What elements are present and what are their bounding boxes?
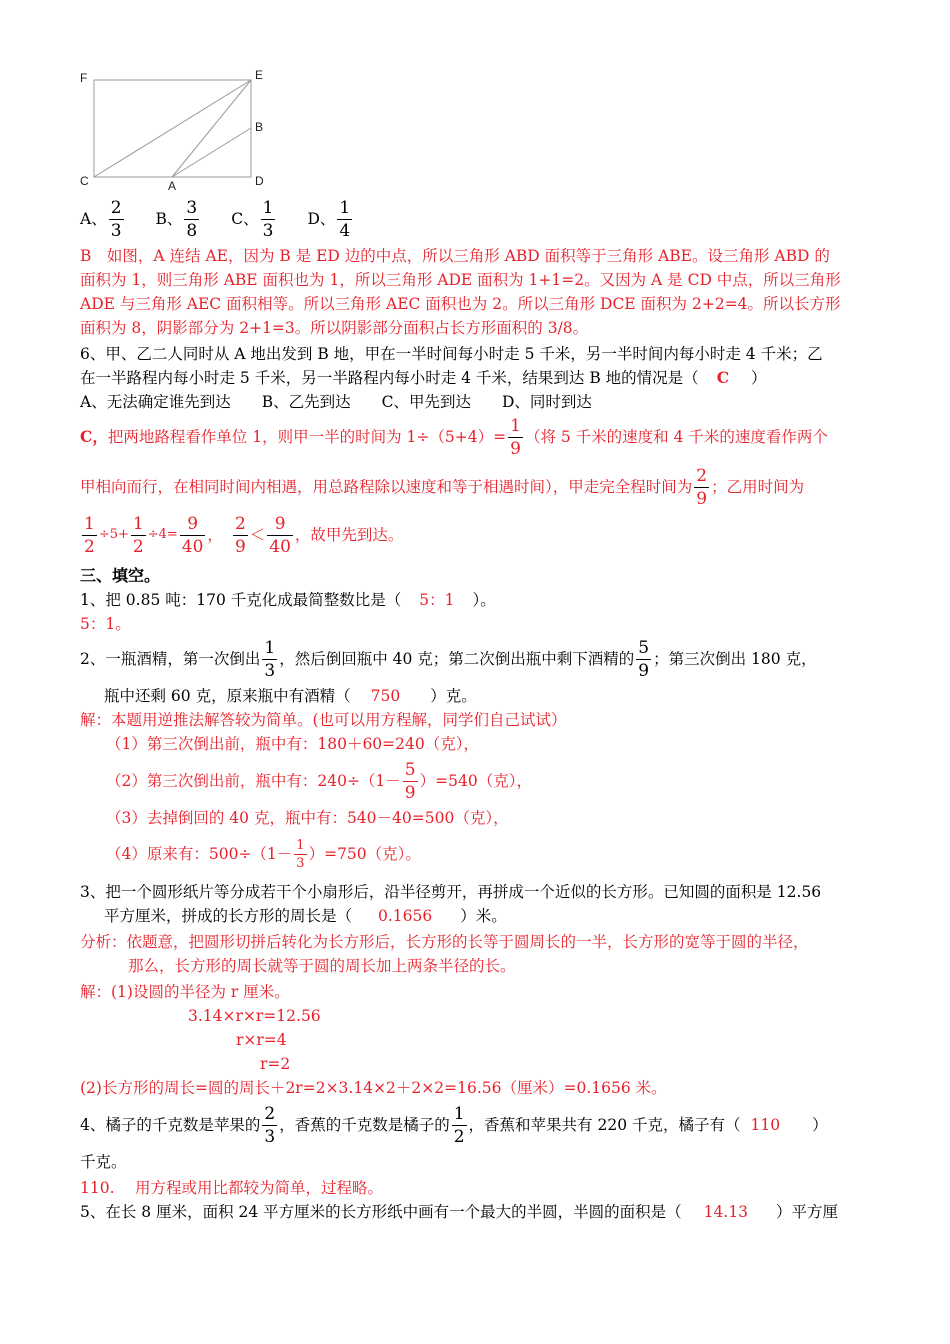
fill-question-3-line2: 平方厘米，拼成的长方形的周长是（ 0.1656 ）米。 (104, 907, 507, 925)
solution-line: $\frac{1}{2}$ ÷5+ $\frac{1}{2}$ ÷4= $\frac{9}{40}$ ， $\frac{2}{9}$ ＜ $\frac{9}{40}$ ，故甲先到达。 (84, 513, 404, 557)
line-ae (172, 80, 251, 177)
explanation-line: 面积为 1，则三角形 ABE 面积也为 1，所以三角形 ADE 面积为 1+1=2。又因为 A 是 CD 中点，所以三角形 (80, 271, 841, 289)
solution-line: (2)长方形的周长=圆的周长＋2r=2×3.14×2＋2×2=16.56（厘米）=0.1656 米。 (80, 1079, 667, 1097)
solution-line: 解：(1)设圆的半径为 r 厘米。 (80, 983, 290, 1001)
fraction: $\frac{2}{3}$ (264, 1103, 276, 1147)
line-ab (172, 128, 251, 177)
answer: 5：1 (419, 591, 455, 609)
answer: 110 (750, 1116, 781, 1134)
label-c: C (80, 174, 89, 188)
explanation-line: ADE 与三角形 AEC 面积相等。所以三角形 AEC 面积也为 2。所以三角形 DCE 面积为 2+2=4。所以长方形 (80, 295, 841, 313)
label-a: A (168, 179, 177, 192)
equation: 3.14×r×r=12.56 (188, 1007, 321, 1025)
label-f: F (80, 71, 88, 85)
fraction: $\frac{1}{2}$ (453, 1103, 465, 1147)
answer: 750 (370, 687, 401, 705)
fraction: $\frac{2}{3}$ (110, 197, 122, 241)
fraction: $\frac{1}{4}$ (339, 197, 351, 241)
fill-question-5: 5、在长 8 厘米，面积 24 平方厘米的长方形纸中画有一个最大的半圆，半圆的面积是（ 14.13 ）平方厘 (80, 1203, 839, 1221)
solution-step: （1）第三次倒出前，瓶中有：180＋60=240（克）， (106, 735, 479, 753)
solution-line: 甲相向而行，在相同时间内相遇，用总路程除以速度和等于相遇时间），甲走完全程时间为 $\frac{2}{9}$ ；乙用时间为 (80, 465, 805, 509)
analysis-line: 那么，长方形的周长就等于圆的周长加上两条半径的长。 (128, 957, 516, 975)
equation: r=2 (260, 1055, 291, 1073)
fraction: $\frac{1}{2}$ (132, 513, 144, 557)
fraction: $\frac{2}{9}$ (234, 513, 246, 557)
answer: 0.1656 (378, 907, 433, 925)
fill-question-4: 4、橘子的千克数是苹果的 $\frac{2}{3}$ ，香蕉的千克数是橘子的 $\frac{1}{2}$ ，香蕉和苹果共有 220 千克，橘子有（ 110 ） (80, 1103, 828, 1147)
fill-question-4-line2: 千克。 (80, 1153, 127, 1171)
fraction: $\frac{5}{9}$ (404, 759, 416, 803)
choice-row (80, 196, 354, 242)
question-6-line: 6、甲、乙二人同时从 A 地出发到 B 地，甲在一半时间每小时走 5 千米，另一半时间内每小时走 4 千米；乙 (80, 345, 823, 363)
solution-step: （4）原来有：500÷（1－ $\frac{1}{3}$ ）=750（克）。 (106, 837, 421, 871)
fraction: $\frac{2}{9}$ (696, 465, 708, 509)
section-heading: 三、填空。 (80, 566, 161, 585)
fill-question-1: 1、把 0.85 吨：170 千克化成最简整数比是（ 5：1 ）。 (80, 591, 496, 609)
fraction: $\frac{1}{2}$ (84, 513, 95, 557)
fraction: $\frac{5}{9}$ (638, 637, 650, 681)
fraction: $\frac{3}{8}$ (186, 197, 198, 241)
solution-step: （3）去掉倒回的 40 克，瓶中有：540－40=500（克）， (106, 809, 509, 827)
fraction: $\frac{1}{9}$ (510, 415, 521, 459)
fill-question-3: 3、把一个圆形纸片等分成若干个小扇形后，沿半径剪开，再拼成一个近似的长方形。已知圆的面积是 12.56 (80, 883, 822, 901)
solution-step: （2）第三次倒出前，瓶中有：240÷（1－ $\frac{5}{9}$ ）=540（克）， (106, 759, 532, 803)
fraction: $\frac{1}{3}$ (262, 197, 274, 241)
solution-line: C， 把两地路程看作单位 1，则甲一半的时间为 1÷（5+4）= $\frac{1}{9}$ （将 5 千米的速度和 4 千米的速度看作两个 (80, 415, 828, 459)
solution-line: 5：1。 (80, 615, 131, 633)
answer: 14.13 (703, 1203, 749, 1221)
label-b: B (255, 120, 264, 134)
fraction: $\frac{1}{3}$ (264, 637, 276, 681)
question-6-options: A、无法确定谁先到达 B、乙先到达 C、甲先到达 D、同时到达 (80, 393, 592, 411)
question-6-line: 在一半路程内每小时走 5 千米，另一半路程内每小时走 4 千米，结果到达 B 地的情况是（ C ） (80, 368, 767, 387)
equation: r×r=4 (236, 1031, 287, 1049)
explanation-line: 面积为 8，阴影部分为 2+1=3。所以阴影部分面积占长方形面积的 3/8。 (80, 319, 589, 337)
label-e: E (255, 68, 264, 82)
solution-line: 解：本题用逆推法解答较为简单。(也可以用方程解，同学们自己试试） (80, 711, 567, 729)
choice-d: D、 $\frac{1}{4}$ (307, 197, 351, 241)
rectangle-diagram (78, 66, 278, 192)
answer: C (716, 368, 730, 387)
choice-c: C、 $\frac{1}{3}$ (231, 197, 274, 241)
solution-line: 110. 用方程或用比都较为简单，过程略。 (80, 1179, 383, 1197)
fraction: $\frac{9}{40}$ (269, 513, 291, 557)
choice-a: A、 $\frac{2}{3}$ (80, 197, 122, 241)
fill-question-2-line2: 瓶中还剩 60 克，原来瓶中有酒精（ 750 ）克。 (104, 687, 477, 705)
choice-b: B、 $\frac{3}{8}$ (155, 197, 198, 241)
explanation-line: B 如图，A 连结 AE，因为 B 是 ED 边的中点，所以三角形 ABD 面积等于三角形 ABE。设三角形 ABD 的 (80, 247, 830, 265)
label-d: D (255, 174, 264, 188)
fraction: $\frac{9}{40}$ (181, 513, 204, 557)
analysis-line: 分析：依题意，把圆形切拼后转化为长方形后，长方形的长等于圆周长的一半，长方形的宽等于圆的半径， (80, 933, 809, 951)
fraction: $\frac{1}{3}$ (296, 837, 305, 871)
fill-question-2: 2、一瓶酒精，第一次倒出 $\frac{1}{3}$ ，然后倒回瓶中 40 克；第二次倒出瓶中剩下酒精的 $\frac{5}{9}$ ；第三次倒出 180 克， (80, 637, 817, 681)
line-ce (94, 80, 251, 177)
